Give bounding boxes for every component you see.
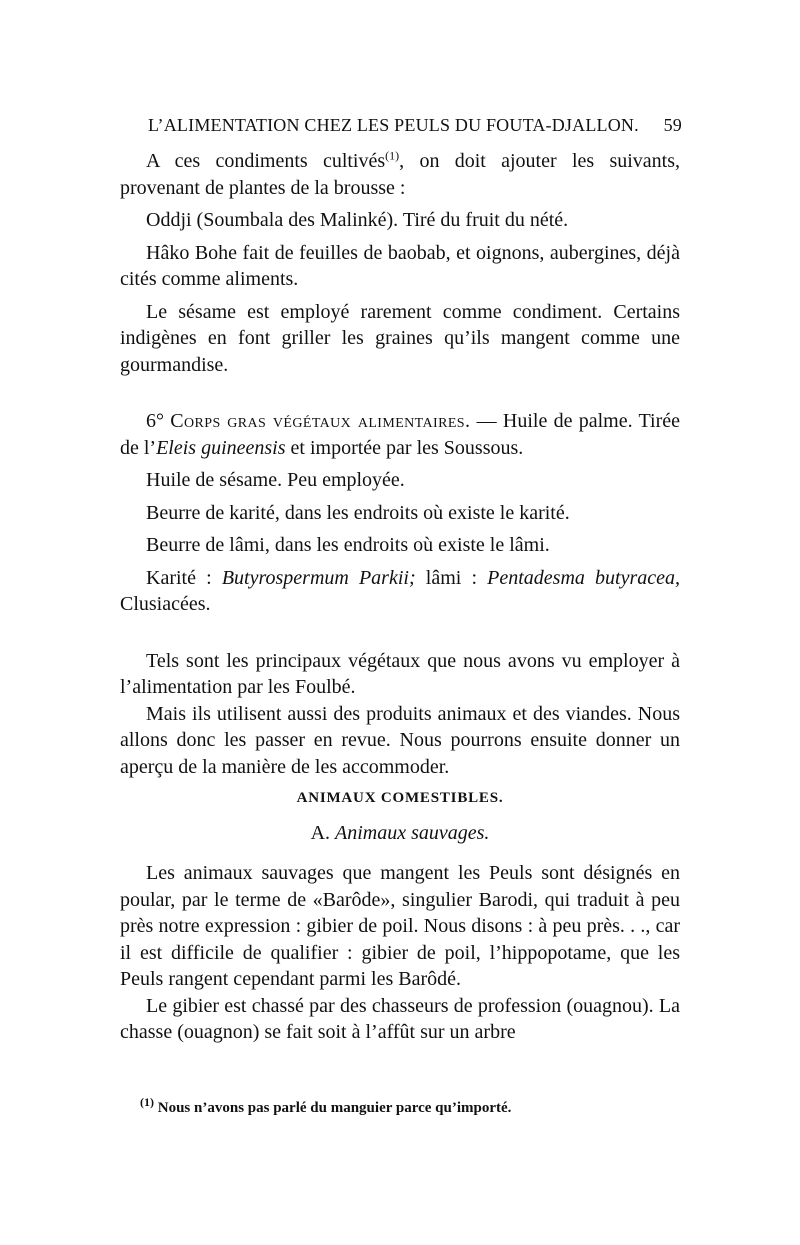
p5-text: Tirée de l’ [120, 410, 681, 459]
footnote-ref: (1) [385, 148, 400, 163]
item-number: 6° [146, 410, 164, 432]
paragraph-condiments [120, 148, 680, 201]
p9-text: Karité : [146, 566, 222, 589]
paragraph-sesame: Le sésame est employé rarement comme condiment. Certains indigènes en font griller les graines qu’ils mangent comme une gourmandise. [120, 300, 680, 376]
paragraph-principaux: Tels sont les principaux végétaux que nous avons vu employer à l’alimentation par les Foulbé. [120, 649, 680, 698]
p1-text: A ces condiments cultivés [146, 150, 386, 172]
section-caps: Corps gras végétaux alimentaires. [170, 410, 471, 432]
p5-dash: — Huile de palme. [476, 410, 633, 432]
subsection-title: Animaux sauvages. [335, 822, 490, 844]
text-block-bottom [120, 860, 680, 1046]
latin-name-lami: Pentadesma butyracea, [487, 566, 681, 589]
p1-text-cont: , on doit ajouter les suivants, provenant de plantes de la brousse : [120, 150, 680, 199]
footnote-text: Nous n’avons pas parlé du manguier parce qu’importé. [157, 1100, 512, 1116]
paragraph-gibier: Le gibier est chassé par des chasseurs de profession (ouagnou). La chasse (ouagnon) se fait soit à l’affût sur un arbre [120, 994, 680, 1043]
latin-name-karite: Butyrospermum Parkii; [221, 566, 416, 589]
text-block-top [120, 148, 680, 780]
section-heading: ANIMAUX COMESTIBLES. [296, 790, 504, 806]
page-number: 59 [663, 115, 682, 135]
running-title: L’ALIMENTATION CHEZ LES PEULS DU FOUTA-DJALLON. [148, 115, 639, 135]
paragraph-botanical [120, 565, 680, 618]
p9-text-end: Clusiacées. [120, 593, 211, 615]
footnote-mark: (1) [140, 1095, 154, 1109]
paragraph-huile-sesame: Huile de sésame. Peu employée. [146, 469, 405, 491]
footnote [140, 1095, 680, 1117]
paragraph-oddji: Oddji (Soumbala des Malinké). Tiré du fruit du nété. [146, 209, 569, 231]
paragraph-hako-bohe: Hâko Bohe fait de feuilles de baobab, et oignons, aubergines, déjà cités comme aliments. [120, 241, 680, 290]
p9-text-mid: lâmi : [415, 566, 488, 589]
subsection-letter: A. [310, 822, 336, 844]
paragraph-animaux-sauvages: Les animaux sauvages que mangent les Peuls sont désignés en poular, par le terme de «Barôde», singulier Barodi, qui traduit à peu près notre expression : gibier de poil. Nous disons : à peu près. . ., car il est difficile de qualifier : gibier de poil, l’hippopotame, que les Peuls rangent cependant parmi les Barôdé. [120, 862, 680, 990]
paragraph-beurre-lami: Beurre de lâmi, dans les endroits où existe le lâmi. [146, 534, 550, 556]
p5-text-cont: et importée par les Soussous. [285, 436, 524, 459]
paragraph-beurre-karite: Beurre de karité, dans les endroits où existe le karité. [146, 501, 570, 524]
subsection-heading [120, 822, 680, 845]
latin-name: Eleis guineensis [156, 436, 286, 459]
paragraph-corps-gras [120, 408, 680, 461]
running-header [148, 115, 682, 136]
paragraph-produits-animaux: Mais ils utilisent aussi des produits animaux et des viandes. Nous allons donc les passer en revue. Nous pourrons ensuite donner un aperçu de la manière de les accommoder. [120, 702, 680, 778]
